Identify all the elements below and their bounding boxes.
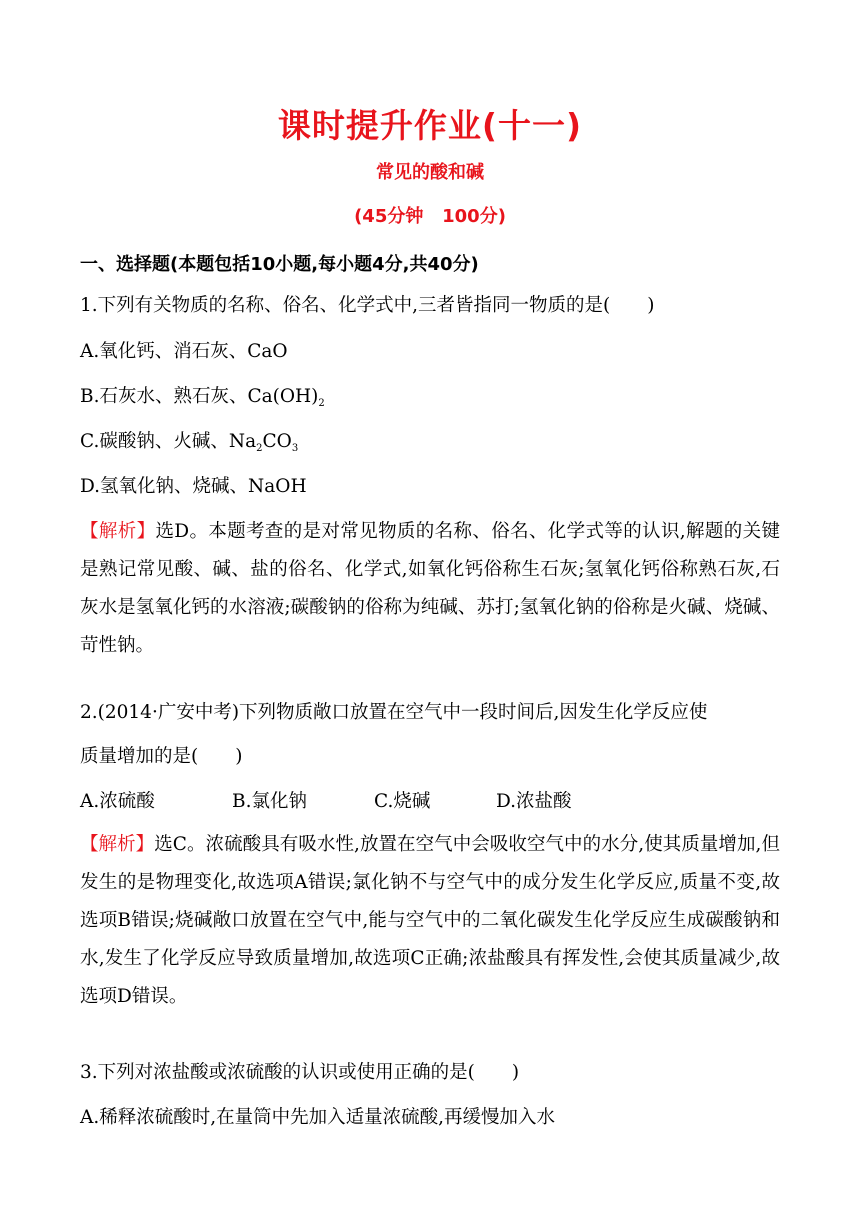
subscript: 3 bbox=[291, 443, 299, 454]
question-3-option-a: A.稀释浓硫酸时,在量筒中先加入适量浓硫酸,再缓慢加入水 bbox=[80, 1107, 556, 1128]
question-2-options bbox=[80, 790, 780, 814]
analysis-tag: 【解析】 bbox=[80, 834, 155, 855]
question-1-option-d: D.氢氧化钠、烧碱、NaOH bbox=[80, 476, 307, 497]
question-3-stem: 3.下列对浓盐酸或浓硫酸的认识或使用正确的是( ) bbox=[80, 1062, 520, 1083]
option-b-text: B.石灰水、熟石灰、Ca(OH) bbox=[80, 386, 319, 407]
page-title: 课时提升作业(十一) bbox=[277, 106, 583, 145]
question-2-option-c: C.烧碱 bbox=[374, 791, 431, 812]
question-2-stem-line-2: 质量增加的是( ) bbox=[80, 746, 243, 767]
analysis-tag: 【解析】 bbox=[80, 521, 156, 542]
question-2-stem-line-1: 2.(2014·广安中考)下列物质敞口放置在空气中一段时间后,因发生化学反应使 bbox=[80, 702, 708, 723]
option-c-text: C.碳酸钠、火碱、Na bbox=[80, 431, 257, 452]
question-2-analysis bbox=[80, 826, 780, 1016]
subscript: 2 bbox=[256, 443, 263, 454]
question-1-analysis bbox=[80, 513, 780, 665]
question-2-option-b: B.氯化钠 bbox=[232, 791, 307, 812]
time-score-note: (45分钟 100分) bbox=[354, 206, 506, 227]
analysis-text: 选C。浓硫酸具有吸水性,放置在空气中会吸收空气中的水分,使其质量增加,但发生的是物理变化,故选项A错误;氯化钠不与空气中的成分发生化学反应,质量不变,故选项B错误;烧碱敞口放置在空气中,能与空气中的二氧化碳发生化学反应生成碳酸钠和水,发生了化学反应导致质量增加,故选项C正确;浓盐酸具有挥发性,会使其质量减少,故选项D错误。 bbox=[80, 834, 780, 1007]
section-heading: 一、选择题(本题包括10小题,每小题4分,共40分) bbox=[80, 254, 479, 275]
option-c-text-2: CO bbox=[262, 431, 292, 452]
subscript: 2 bbox=[318, 398, 325, 409]
question-1-option-c bbox=[80, 430, 780, 461]
page-subtitle: 常见的酸和碱 bbox=[376, 162, 484, 183]
question-1-option-a: A.氧化钙、消石灰、CaO bbox=[80, 341, 288, 362]
question-2-option-a: A.浓硫酸 bbox=[80, 791, 155, 812]
question-2-option-d: D.浓盐酸 bbox=[496, 791, 572, 812]
analysis-text: 选D。本题考查的是对常见物质的名称、俗名、化学式等的认识,解题的关键是熟记常见酸、碱、盐的俗名、化学式,如氧化钙俗称生石灰;氢氧化钙俗称熟石灰,石灰水是氢氧化钙的水溶液;碳酸钠的俗称为纯碱、苏打;氢氧化钠的俗称是火碱、烧碱、苛性钠。 bbox=[80, 521, 780, 656]
question-1-stem: 1.下列有关物质的名称、俗名、化学式中,三者皆指同一物质的是( ) bbox=[80, 295, 655, 316]
question-1-option-b bbox=[80, 385, 780, 416]
